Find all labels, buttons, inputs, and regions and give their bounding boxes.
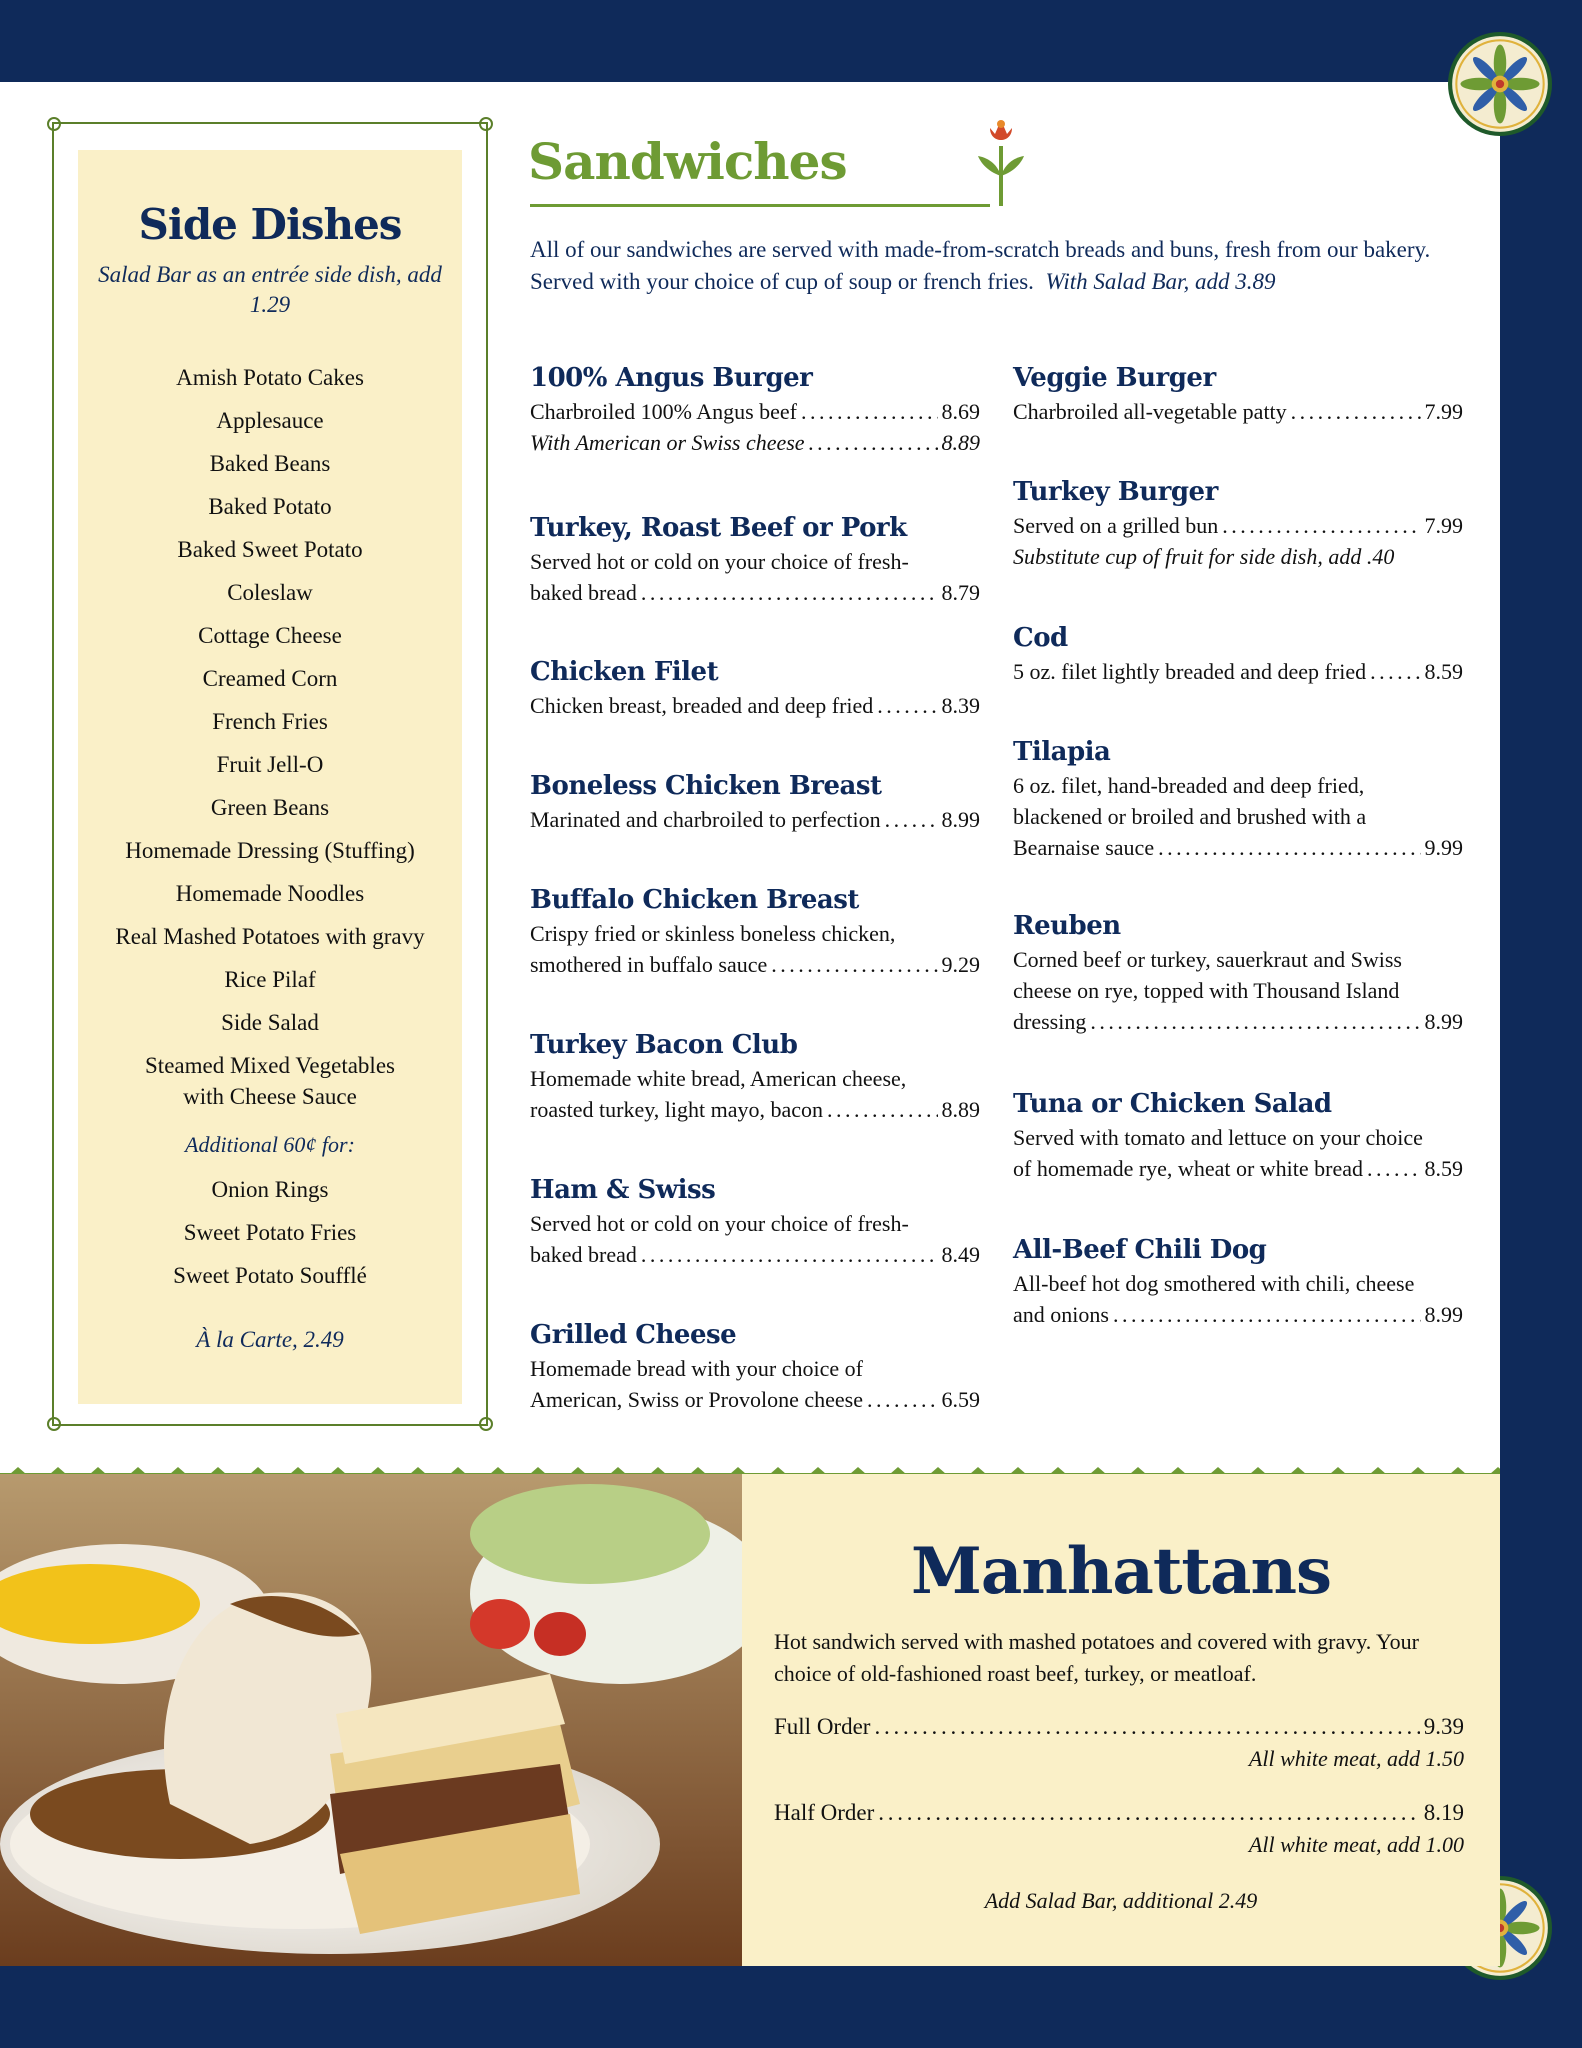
- side-dish-item: Baked Potato: [208, 494, 332, 519]
- sandwich-price: 8.79: [941, 580, 980, 605]
- sandwich-item: [1013, 360, 1463, 427]
- sandwich-name: Cod: [1013, 623, 1068, 653]
- sandwich-price: 9.29: [941, 952, 980, 977]
- leader-dots: [885, 804, 938, 835]
- full-order-note: All white meat, add 1.50: [1248, 1746, 1464, 1771]
- leader-dots: [809, 427, 938, 458]
- bottom-border: [0, 1966, 1582, 2048]
- manhattans-panel: [742, 1474, 1500, 1966]
- sandwich-price: 8.99: [941, 807, 980, 832]
- sandwich-description-text: American, Swiss or Provolone cheese: [530, 1387, 863, 1412]
- leader-dots: [1113, 1299, 1421, 1330]
- sandwich-price: 9.99: [1424, 835, 1463, 860]
- side-extra-label: Additional 60¢ for:: [185, 1132, 355, 1157]
- sandwich-price: 8.39: [941, 693, 980, 718]
- sandwich-description-text: 5 oz. filet lightly breaded and deep fried: [1013, 659, 1367, 684]
- sandwich-description-line: [1013, 1268, 1463, 1299]
- leader-dots: [874, 1714, 1419, 1740]
- leader-dots: [771, 949, 937, 980]
- sandwich-item: [1013, 734, 1463, 863]
- side-dish-item: Baked Sweet Potato: [177, 537, 363, 562]
- leader-dots: [877, 690, 937, 721]
- sandwich-description-line: [530, 949, 980, 980]
- sandwich-description-text: dressing: [1013, 1009, 1087, 1034]
- frame-corner-curl-icon: [476, 1414, 496, 1434]
- sandwich-name: 100% Angus Burger: [530, 363, 813, 393]
- sandwich-description-text: Charbroiled all-vegetable patty: [1013, 399, 1287, 424]
- sandwich-description-text: Charbroiled 100% Angus beef: [530, 399, 797, 424]
- sandwich-description-text: smothered in buffalo sauce: [530, 952, 768, 977]
- leader-dots: [1367, 1153, 1420, 1184]
- sandwich-name: Chicken Filet: [530, 657, 719, 687]
- sandwich-description-line: [530, 804, 980, 835]
- sandwich-description-line: [1013, 975, 1463, 1006]
- sandwich-price: 8.89: [941, 1097, 980, 1122]
- sandwich-description-line: [530, 546, 980, 577]
- side-dish-item: Homemade Dressing (Stuffing): [125, 838, 415, 863]
- sandwich-price: 8.99: [1424, 1009, 1463, 1034]
- side-dish-item: Real Mashed Potatoes with gravy: [115, 924, 425, 949]
- sandwich-price: 6.59: [941, 1387, 980, 1412]
- side-dish-item: Applesauce: [216, 408, 324, 433]
- tulip-icon: [976, 116, 1026, 208]
- half-order-price: 8.19: [1423, 1800, 1464, 1825]
- sandwich-item: [530, 510, 980, 608]
- sandwiches-intro-text: All of our sandwiches are served with made-from-scratch breads and buns, fresh from our bakery. Served with your choice of cup of soup or french fries.: [530, 237, 1431, 294]
- sandwich-item: [1013, 620, 1463, 687]
- sandwich-description-text: Crispy fried or skinless boneless chicken,: [530, 921, 896, 946]
- side-dish-item: Sweet Potato Fries: [183, 1220, 357, 1245]
- side-dishes-panel: [78, 150, 462, 1404]
- sandwich-price: 8.89: [941, 430, 980, 455]
- frame-corner-curl-icon: [44, 114, 64, 134]
- side-dish-item: Fruit Jell-O: [216, 752, 324, 777]
- manhattans-title: Manhattans: [911, 1534, 1331, 1609]
- sandwich-description-line: [530, 1094, 980, 1125]
- right-border: [1500, 0, 1582, 2048]
- leader-dots: [1291, 396, 1421, 427]
- sandwich-item: [530, 882, 980, 980]
- side-dishes-title: Side Dishes: [138, 200, 402, 249]
- sandwich-description-text: and onions: [1013, 1302, 1109, 1327]
- leader-dots: [1090, 1006, 1420, 1037]
- manhattans-description: Hot sandwich served with mashed potatoes and covered with gravy. Your choice of old-fashioned roast beef, turkey, or meatloaf.: [774, 1629, 1419, 1686]
- sandwich-description-line: [1013, 1153, 1463, 1184]
- sandwich-price: 8.59: [1424, 1156, 1463, 1181]
- sandwich-name: Turkey Burger: [1013, 477, 1218, 507]
- sandwich-item: [1013, 1232, 1463, 1330]
- sandwich-description-line: [1013, 944, 1463, 975]
- sandwich-description-text: Served on a grilled bun: [1013, 513, 1219, 538]
- full-order-label: Full Order: [774, 1714, 871, 1739]
- side-dish-item: Creamed Corn: [202, 666, 338, 691]
- sandwich-item: [530, 360, 980, 458]
- full-order-price: 9.39: [1423, 1714, 1464, 1739]
- sandwich-description-line: [530, 1239, 980, 1270]
- sandwich-name: Reuben: [1013, 911, 1121, 941]
- sandwich-description-text: Corned beef or turkey, sauerkraut and Swiss: [1013, 947, 1402, 972]
- sandwich-description-line: [530, 1063, 980, 1094]
- sandwiches-intro: [530, 234, 1460, 298]
- sandwich-description-line: [1013, 1299, 1463, 1330]
- hot-sandwich-photo: [0, 1474, 742, 1966]
- sandwich-description-text: roasted turkey, light mayo, bacon: [530, 1097, 824, 1122]
- sandwich-description-line: [530, 396, 980, 427]
- leader-dots: [827, 1094, 937, 1125]
- sandwiches-rule: [530, 204, 990, 207]
- sandwich-item: [530, 654, 980, 721]
- sandwich-description-line: [530, 1384, 980, 1415]
- sandwich-price: 7.99: [1424, 513, 1463, 538]
- side-dish-item: Baked Beans: [209, 451, 331, 476]
- sandwich-description-text: of homemade rye, wheat or white bread: [1013, 1156, 1364, 1181]
- sandwich-item: [1013, 908, 1463, 1037]
- sandwich-description-line: [1013, 801, 1463, 832]
- side-dish-item: Coleslaw: [227, 580, 313, 605]
- sandwiches-intro-note: With Salad Bar, add 3.89: [1045, 269, 1276, 294]
- sandwich-item: [530, 1027, 980, 1125]
- sandwich-item: [530, 768, 980, 835]
- sandwich-name: Tuna or Chicken Salad: [1013, 1089, 1332, 1119]
- leader-dots: [641, 1239, 938, 1270]
- sandwich-item: [1013, 474, 1463, 572]
- sandwiches-title: Sandwiches: [528, 132, 847, 191]
- sandwich-description-text: With American or Swiss cheese: [530, 430, 805, 455]
- sandwich-description-line: [1013, 832, 1463, 863]
- half-order-line: [774, 1800, 1464, 1826]
- side-dish-item: Sweet Potato Soufflé: [173, 1263, 367, 1288]
- sandwich-description-text: Bearnaise sauce: [1013, 835, 1155, 860]
- half-order-label: Half Order: [774, 1800, 875, 1825]
- sandwich-description-text: baked bread: [530, 1242, 637, 1267]
- sandwich-price: 8.99: [1424, 1302, 1463, 1327]
- side-extras-list: [78, 1168, 462, 1297]
- sandwich-description-line: [1013, 656, 1463, 687]
- leader-dots: [867, 1384, 938, 1415]
- sandwich-description-text: 6 oz. filet, hand-breaded and deep fried,: [1013, 773, 1365, 798]
- side-a-la-carte: À la Carte, 2.49: [196, 1327, 344, 1352]
- leader-dots: [641, 577, 938, 608]
- leader-dots: [1222, 510, 1420, 541]
- sandwich-description-line: [530, 577, 980, 608]
- sandwich-item: [530, 1317, 980, 1415]
- sandwich-description-text: Served hot or cold on your choice of fresh-: [530, 1211, 909, 1236]
- sandwich-description-line: [1013, 396, 1463, 427]
- side-dishes-list: [78, 356, 462, 1118]
- sandwich-description-line: [1013, 510, 1463, 541]
- top-border: [0, 0, 1582, 82]
- sandwich-description-line: [530, 427, 980, 458]
- side-dish-item: Side Salad: [221, 1010, 319, 1035]
- leader-dots: [878, 1800, 1419, 1826]
- sandwich-description-text: Homemade bread with your choice of: [530, 1356, 863, 1381]
- sandwich-description-text: cheese on rye, topped with Thousand Island: [1013, 978, 1400, 1003]
- sandwich-description-text: Served hot or cold on your choice of fresh-: [530, 549, 909, 574]
- frame-corner-curl-icon: [44, 1414, 64, 1434]
- sandwich-item: [530, 1172, 980, 1270]
- sandwich-description-text: Substitute cup of fruit for side dish, add .40: [1013, 544, 1395, 569]
- leader-dots: [801, 396, 938, 427]
- half-order-note: All white meat, add 1.00: [1248, 1832, 1464, 1857]
- manhattans-salad-note: Add Salad Bar, additional 2.49: [984, 1888, 1258, 1913]
- side-dish-item: Onion Rings: [211, 1177, 329, 1202]
- sandwich-description-line: [1013, 541, 1463, 572]
- sandwich-name: Turkey, Roast Beef or Pork: [530, 513, 907, 543]
- sandwich-description-line: [530, 1353, 980, 1384]
- sandwich-description-line: [1013, 1006, 1463, 1037]
- side-dish-item: Homemade Noodles: [175, 881, 365, 906]
- frame-corner-curl-icon: [476, 114, 496, 134]
- side-dish-item: Steamed Mixed Vegetables: [145, 1053, 395, 1078]
- sandwich-name: Ham & Swiss: [530, 1175, 716, 1205]
- sandwich-description-line: [530, 690, 980, 721]
- full-order-line: [774, 1714, 1464, 1740]
- leader-dots: [1370, 656, 1420, 687]
- sandwich-description-text: Marinated and charbroiled to perfection: [530, 807, 881, 832]
- sandwich-description-line: [1013, 1122, 1463, 1153]
- sandwich-description-line: [1013, 770, 1463, 801]
- medallion-top-icon: [1448, 32, 1552, 136]
- sandwich-name: Turkey Bacon Club: [530, 1030, 798, 1060]
- sandwich-name: Buffalo Chicken Breast: [530, 885, 859, 915]
- sandwich-description-text: All-beef hot dog smothered with chili, cheese: [1013, 1271, 1415, 1296]
- side-dish-item: Amish Potato Cakes: [176, 365, 364, 390]
- sandwich-description-text: Served with tomato and lettuce on your choice: [1013, 1125, 1423, 1150]
- sandwich-price: 8.49: [941, 1242, 980, 1267]
- sandwich-name: Boneless Chicken Breast: [530, 771, 882, 801]
- side-dish-item: with Cheese Sauce: [183, 1084, 357, 1109]
- sandwich-price: 8.59: [1424, 659, 1463, 684]
- side-dish-item: Cottage Cheese: [198, 623, 342, 648]
- sandwich-description-line: [530, 1208, 980, 1239]
- sandwich-description-text: Chicken breast, breaded and deep fried: [530, 693, 874, 718]
- side-dishes-subtitle: Salad Bar as an entrée side dish, add 1.29: [98, 262, 442, 317]
- sandwich-price: 7.99: [1424, 399, 1463, 424]
- sandwich-name: All-Beef Chili Dog: [1013, 1235, 1267, 1265]
- sandwich-description-text: baked bread: [530, 580, 637, 605]
- sandwich-name: Tilapia: [1013, 737, 1111, 767]
- side-dish-item: Green Beans: [210, 795, 330, 820]
- sandwich-item: [1013, 1086, 1463, 1184]
- leader-dots: [1158, 832, 1420, 863]
- sandwich-name: Grilled Cheese: [530, 1320, 737, 1350]
- side-dish-item: French Fries: [212, 709, 328, 734]
- sandwich-description-text: blackened or broiled and brushed with a: [1013, 804, 1367, 829]
- sandwich-price: 8.69: [941, 399, 980, 424]
- side-dish-item: Rice Pilaf: [224, 967, 316, 992]
- sandwich-name: Veggie Burger: [1013, 363, 1216, 393]
- sandwich-description-line: [530, 918, 980, 949]
- sandwich-description-text: Homemade white bread, American cheese,: [530, 1066, 907, 1091]
